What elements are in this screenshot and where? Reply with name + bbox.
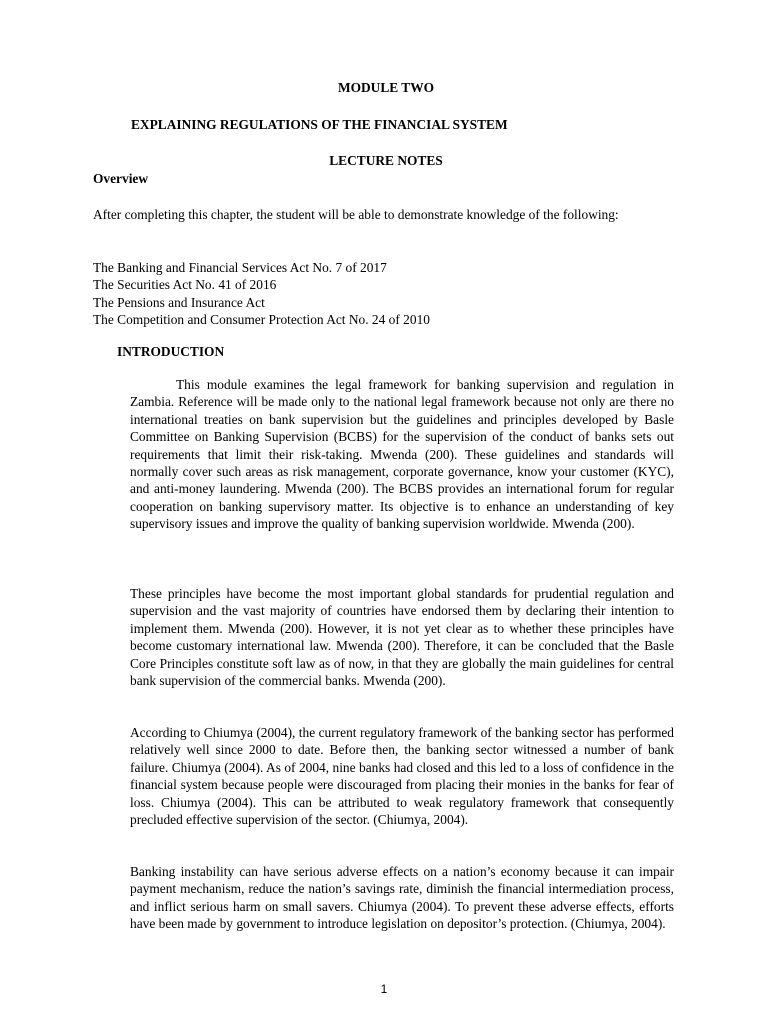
list-item: The Competition and Consumer Protection Act No. 24 of 2010 — [93, 312, 430, 328]
introduction-heading: INTRODUCTION — [117, 344, 225, 359]
list-item: The Banking and Financial Services Act No. 7 of 2017 — [93, 260, 387, 275]
module-subtitle: EXPLAINING REGULATIONS OF THE FINANCIAL SYSTEM — [131, 117, 508, 132]
intro-paragraph: These principles have become the most important global standards for prudential regulation and supervision and the vast majority of countries have endorsed them by declaring their intention to implement them. Mwenda (200). However, it is not yet clear as to whether these principles have become customary international law. Mwenda (200). Therefore, it can be concluded that the Basle Core Principles constitute soft law as of now, in that they are globally the main guidelines for central bank supervision of the commercial banks. Mwenda (200). — [130, 586, 674, 689]
overview-heading: Overview — [93, 171, 149, 186]
intro-paragraph: This module examines the legal framework for banking supervision and regulation in Zambia. Reference will be made only to the national legal framework because not only are there no international treaties on bank supervision but the guidelines and principles developed by Basle Committee on Banking Supervision (BCBS) for the supervision of the conduct of banks sets out requirements that limit their risk-taking. Mwenda (200). These guidelines and standards will normally cover such areas as risk management, corporate governance, know your customer (KYC), and anti-money laundering. Mwenda (200). The BCBS provides an international forum for regular cooperation on banking supervisory matter. Its objective is to enhance an understanding of key supervisory issues and improve the quality of banking supervision worldwide. Mwenda (200). — [130, 377, 674, 532]
list-item: The Pensions and Insurance Act — [93, 294, 265, 310]
list-item: The Securities Act No. 41 of 2016 — [93, 277, 277, 293]
lecture-notes-title: LECTURE NOTES — [329, 153, 443, 168]
intro-paragraph: Banking instability can have serious adverse effects on a nation’s economy because it can impair payment mechanism, reduce the nation’s savings rate, diminish the financial intermediation process, and inflict serious harm on small savers. Chiumya (2004). To prevent these adverse effects, efforts have been made by government to introduce legislation on depositor’s protection. (Chiumya, 2004). — [130, 864, 674, 932]
intro-paragraph: According to Chiumya (2004), the current regulatory framework of the banking sector has performed relatively well since 2000 to date. Before then, the banking sector witnessed a number of bank failure. Chiumya (2004). As of 2004, nine banks had closed and this led to a loss of confidence in the financial system because people were discouraged from placing their monies in the banks for fear of loss. Chiumya (2004). This can be attributed to weak regulatory framework that consequently precluded effective supervision of the sector. (Chiumya, 2004). — [130, 725, 674, 828]
page-number: 1 — [380, 982, 388, 996]
overview-list — [93, 259, 430, 329]
overview-intro: After completing this chapter, the student will be able to demonstrate knowledge of the following: — [93, 207, 619, 222]
module-title: MODULE TWO — [337, 80, 435, 95]
